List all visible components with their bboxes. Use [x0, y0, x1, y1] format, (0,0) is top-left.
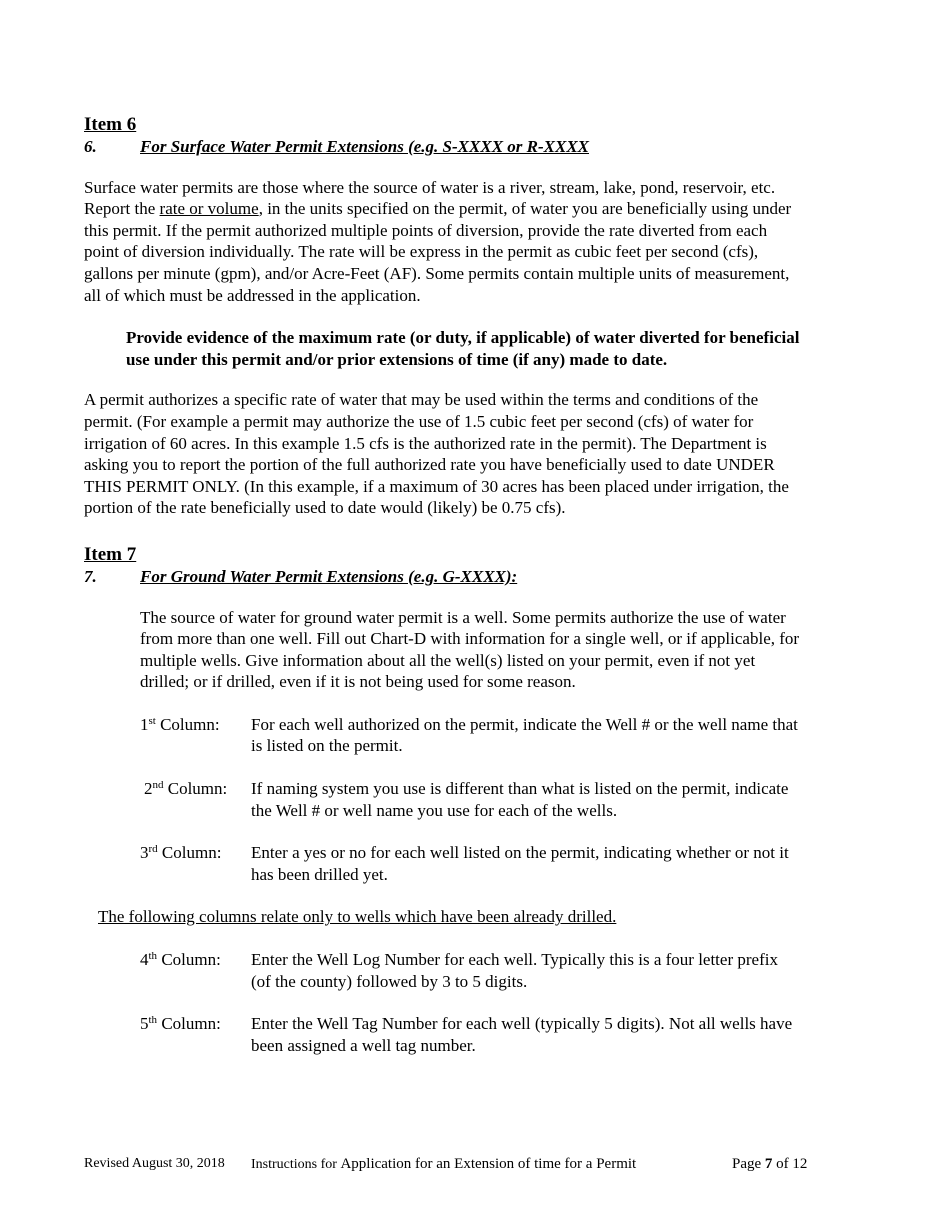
- column-2-label: 2nd Column:: [144, 779, 228, 799]
- authorized-rate-paragraph: A permit authorizes a specific rate of water that may be used within the terms and conditions of the permit. (For example a permit may authorize the use of 1.5 cubic feet per second (cfs) of water for irrigation of 60 acres. In this example 1.5 cfs is the authorized rate in the permit). The Department is asking you to report the portion of the full authorized rate you have beneficially used to date UNDER THIS PERMIT ONLY. (In this example, if a maximum of 30 acres has been placed under irrigation, the portion of the rate beneficially used to date would (likely) be 0.75 cfs).: [84, 390, 789, 518]
- column-4-label: 4th Column:: [140, 950, 221, 970]
- surface-water-paragraph: [84, 177, 804, 307]
- column-3-description: Enter a yes or no for each well listed on the permit, indicating whether or not it has been drilled yet.: [251, 843, 789, 884]
- column-4-description: Enter the Well Log Number for each well. Typically this is a four letter prefix (of the county) followed by 3 to 5 digits.: [251, 950, 778, 991]
- item-6-heading: Item 6: [84, 114, 137, 135]
- column-5-row: [140, 1013, 804, 1056]
- ground-water-intro: The source of water for ground water permit is a well. Some permits authorize the use of water from more than one well. Fill out Chart-D with information for a single well, or if applicable, for multiple wells. Give information about all the well(s) listed on your permit, even if not yet drilled; or if drilled, even if it is not being used for some reason.: [140, 607, 800, 692]
- column-5-label: 5th Column:: [140, 1014, 221, 1034]
- column-3-row: [140, 842, 804, 885]
- evidence-instruction: Provide evidence of the maximum rate (or duty, if applicable) of water diverted for beneficial use under this permit and/or prior extensions of time (if any) made to date.: [126, 328, 800, 369]
- item-6-subheading: [84, 136, 804, 158]
- item-6-number: 6.: [84, 137, 97, 156]
- revision-date: Revised August 30, 2018: [84, 1156, 225, 1171]
- column-1-label: 1st Column:: [140, 714, 220, 734]
- drilled-wells-note: The following columns relate only to wells which have been already drilled.: [98, 907, 617, 927]
- column-3-label: 3rd Column:: [140, 843, 222, 863]
- item-7-subheading: [84, 566, 804, 588]
- rate-or-volume-text: rate or volume: [159, 199, 259, 219]
- document-title: Instructions for Application for an Extension of time for a Permit: [251, 1156, 637, 1172]
- column-1-row: [140, 714, 804, 757]
- column-2-description: If naming system you use is different than what is listed on the permit, indicate the Well # or well name you use for each of the wells.: [251, 779, 789, 820]
- surface-water-text-a: Surface water permits are those where the source of water is a river, stream, lake, pond, reservoir, etc. Report the: [84, 177, 776, 219]
- page-number: Page 7 of 12: [732, 1156, 808, 1172]
- item-7-heading: Item 7: [84, 543, 137, 565]
- page-footer: [84, 1155, 814, 1174]
- item-7-title: For Ground Water Permit Extensions (e.g. G-XXXX):: [140, 566, 518, 586]
- column-2-row: [140, 778, 804, 821]
- document-page: [84, 114, 804, 1056]
- item-6-title: For Surface Water Permit Extensions (e.g. S-XXXX or R-XXXX: [140, 137, 589, 156]
- surface-water-text-b: , in the units specified on the permit, of water you are beneficially using under this permit. If the permit authorized multiple points of diversion, provide the rate diverted from each point of diversion individually. The rate will be express in the permit as cubic feet per second (cfs), gallons per minute (gpm), and/or Acre-Feet (AF). Some permits contain multiple units of measurement, all of which must be addressed in the application.: [84, 199, 792, 305]
- item-7-number: 7.: [84, 566, 97, 586]
- column-5-description: Enter the Well Tag Number for each well (typically 5 digits). Not all wells have been assigned a well tag number.: [251, 1014, 793, 1055]
- column-1-description: For each well authorized on the permit, indicate the Well # or the well name that is listed on the permit.: [251, 714, 798, 756]
- column-4-row: [140, 949, 804, 992]
